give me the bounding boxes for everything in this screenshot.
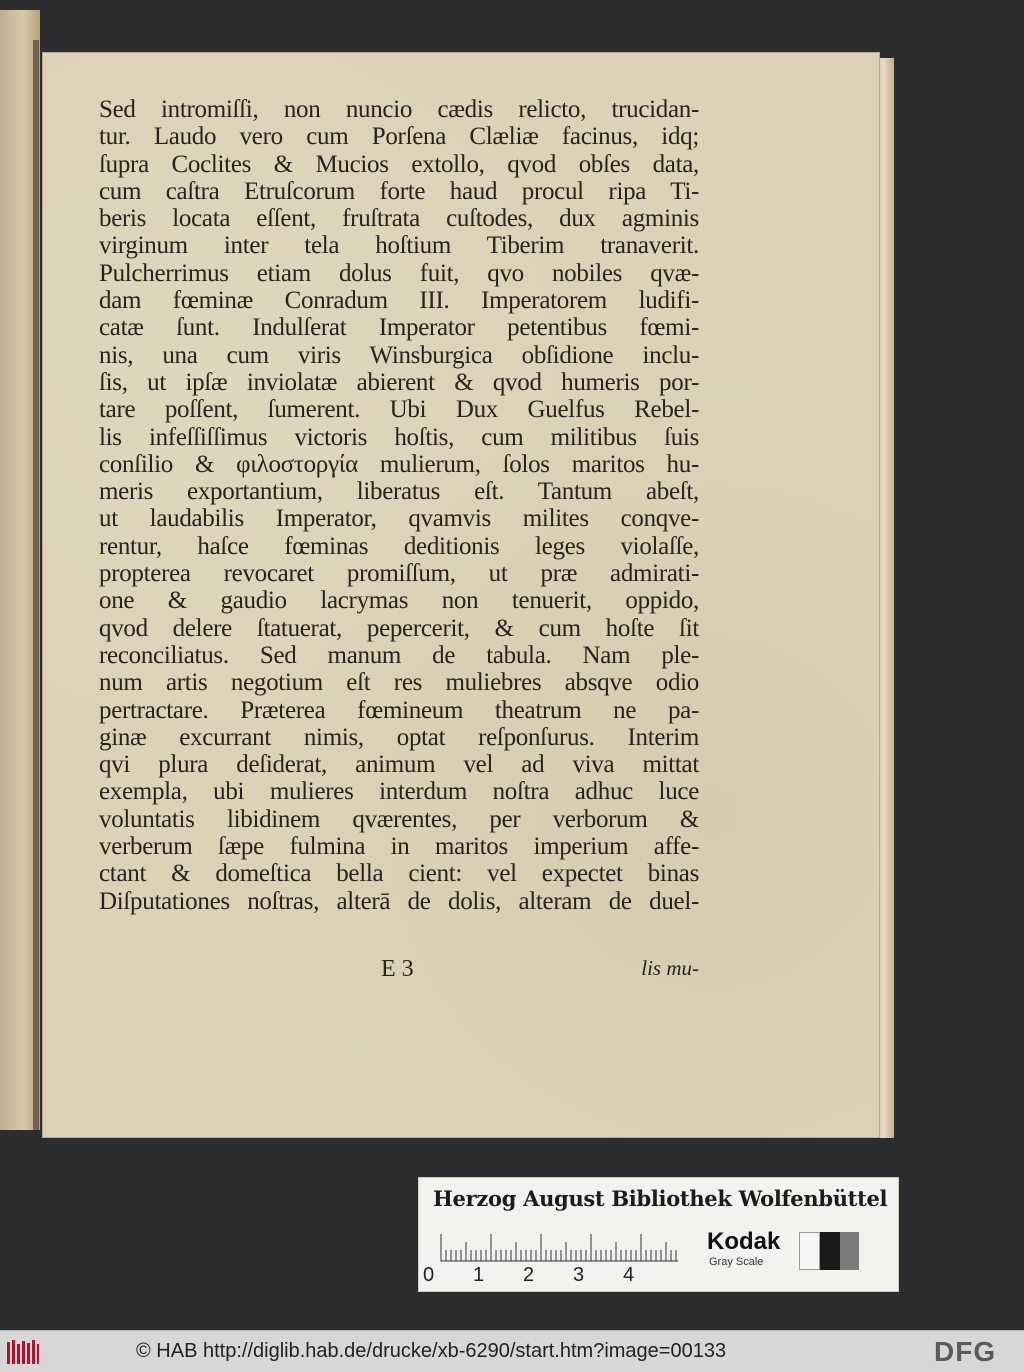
- text-line: meris exportantium, liberatus eſt. Tantum abeſt,: [99, 478, 699, 506]
- ruler-number: 0: [423, 1264, 435, 1286]
- text-line: reconciliatus. Sed manum de tabula. Nam ple-: [99, 641, 699, 669]
- text-line: tur. Laudo vero cum Porſena Clæliæ facinus, idq;: [99, 123, 699, 151]
- copyright-link[interactable]: © HAB http://diglib.hab.de/drucke/xb-6290/start.htm?image=00133: [136, 1340, 727, 1362]
- ruler-number: 2: [523, 1264, 535, 1286]
- text-line: catæ ſunt. Indulſerat Imperator petentibus fœmi-: [99, 314, 699, 342]
- text-line: beris locata eſſent, fruſtrata cuſtodes, dux agminis: [99, 205, 699, 233]
- catchword: lis mu-: [641, 956, 699, 980]
- hab-logo-icon: [6, 1338, 40, 1366]
- text-line: dam fœminæ Conradum III. Imperatorem ludifi-: [99, 287, 699, 315]
- binding-shadow: [33, 40, 39, 1130]
- text-line: rentur, haſce fœminas deditionis leges violaſſe,: [99, 532, 699, 560]
- text-line: qvod delere ſtatuerat, pepercerit, & cum hoſte ſit: [99, 614, 699, 642]
- text-line: ut laudabilis Imperator, qvamvis milites conqve-: [99, 505, 699, 533]
- text-line: qvi plura deſiderat, animum vel ad viva mittat: [99, 751, 699, 779]
- library-color-target: [418, 1177, 899, 1292]
- ruler-number: 1: [473, 1264, 485, 1286]
- bottom-bar: [0, 1330, 1024, 1372]
- text-line: conſilio & φιλοστοργία mulierum, ſolos maritos hu-: [99, 450, 699, 478]
- text-line: virginum inter tela hoſtium Tiberim tranaverit.: [99, 232, 699, 260]
- text-line: verberum ſæpe fulmina in maritos imperium affe-: [99, 833, 699, 861]
- text-line: Diſputationes noſtras, alterā de dolis, alteram de duel-: [99, 887, 699, 915]
- ruler-scale: [433, 1228, 683, 1262]
- text-line: cum caſtra Etruſcorum forte haud procul ripa Ti-: [99, 177, 699, 205]
- text-line: pertractare. Præterea fœmineum theatrum ne pa-: [99, 696, 699, 724]
- gray-scale-patch: [799, 1232, 859, 1270]
- text-line: nis, una cum viris Winsburgica obſidione inclu-: [99, 341, 699, 369]
- text-line: ſupra Coclites & Mucios extollo, qvod obſes data,: [99, 150, 699, 178]
- page-footer: [99, 956, 699, 986]
- text-line: lis infeſſiſſimus victoris hoſtis, cum militibus ſuis: [99, 423, 699, 451]
- text-line: Sed intromiſſi, non nuncio cædis relicto, trucidan-: [99, 96, 699, 123]
- ruler-number: 4: [623, 1264, 635, 1286]
- signature-mark: E 3: [381, 956, 414, 982]
- page-text: [99, 96, 699, 915]
- text-line: num artis negotium eſt res muliebres absqve odio: [99, 669, 699, 697]
- text-line: ſis, ut ipſæ inviolatæ abierent & qvod humeris por-: [99, 368, 699, 396]
- text-line: propterea revocaret promiſſum, ut præ admirati-: [99, 560, 699, 588]
- library-title: Herzog August Bibliothek Wolfenbüttel: [433, 1186, 888, 1211]
- text-line: exempla, ubi mulieres interdum noſtra adhuc luce: [99, 778, 699, 806]
- ruler-number: 3: [573, 1264, 585, 1286]
- text-line: ginæ excurrant nimis, optat reſponſurus. Interim: [99, 723, 699, 751]
- text-line: ctant & domeſtica bella cient: vel expectet binas: [99, 860, 699, 888]
- dfg-logo: DFG: [934, 1336, 997, 1367]
- text-line: tare poſſent, ſumerent. Ubi Dux Guelfus Rebel-: [99, 396, 699, 424]
- text-line: Pulcherrimus etiam dolus fuit, qvo nobiles qvæ-: [99, 259, 699, 287]
- kodak-brand: Kodak: [707, 1228, 781, 1255]
- text-line: one & gaudio lacrymas non tenuerit, oppido,: [99, 587, 699, 615]
- gray-scale-caption: Gray Scale: [709, 1256, 764, 1268]
- text-line: voluntatis libidinem qværentes, per verborum &: [99, 805, 699, 833]
